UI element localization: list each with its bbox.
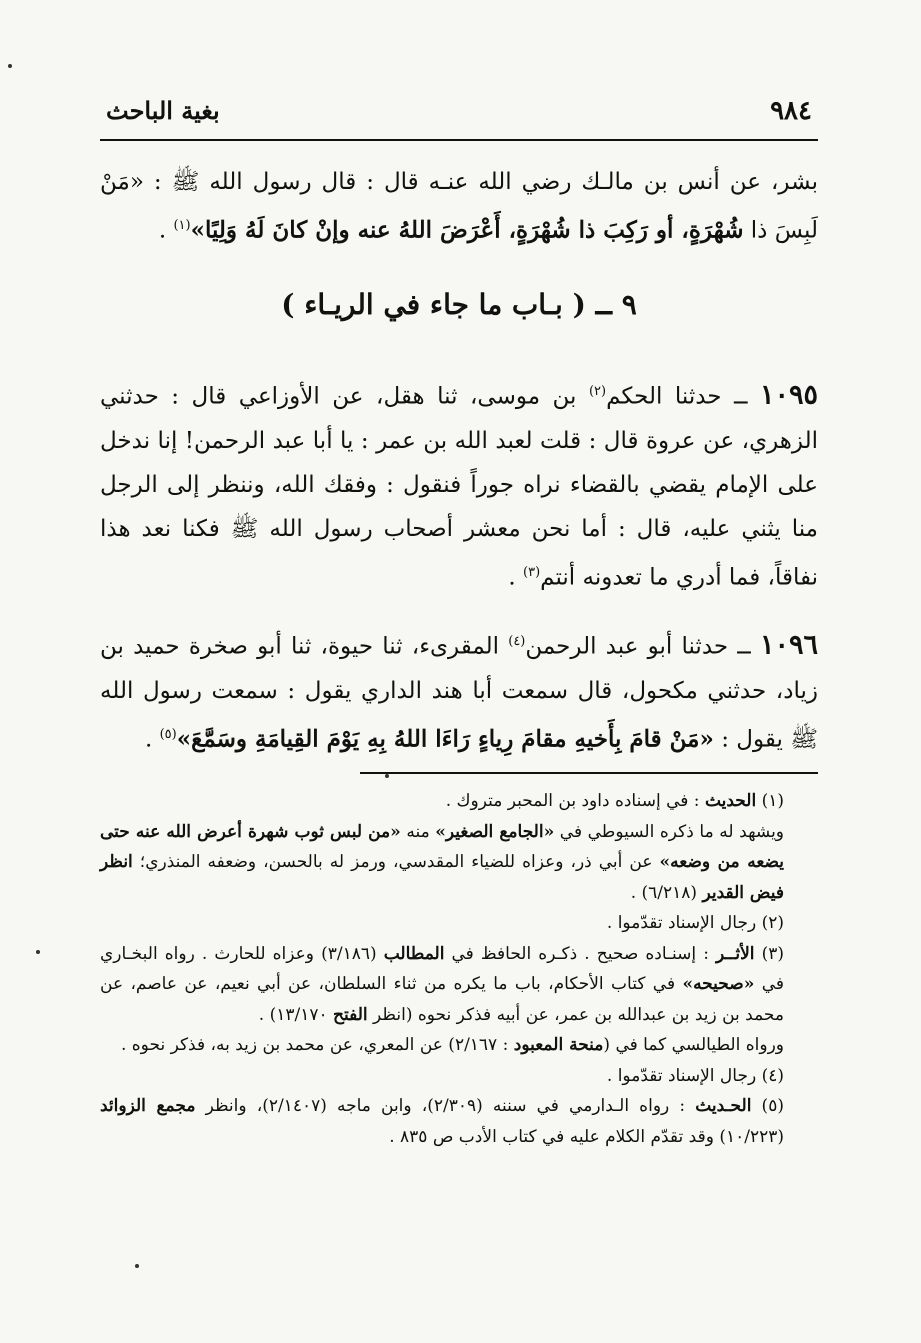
footnote-ref[interactable]: (٤) [508, 634, 526, 649]
footnote-label: الحـديث [695, 1096, 752, 1116]
book-title: مجمع الزوائد [100, 1096, 196, 1116]
speck-mark [36, 950, 40, 954]
footnote-3-continuation [100, 1030, 818, 1061]
paragraph-end: . [158, 217, 174, 244]
hadith-number: ١٠٩٦ [759, 629, 818, 661]
footnote-marker: (٣) [754, 943, 785, 964]
book-title: الفتح [333, 1004, 368, 1025]
continuation-paragraph [100, 160, 818, 253]
quoted-hadith: «من لبس ثوب شهرة أعرض الله عنه حتى يضعه من وضعه» [100, 821, 784, 872]
footnote-marker: (٥) [751, 1096, 784, 1116]
footnote-text: ويشهد له ما ذكره السيوطي في [554, 821, 785, 842]
running-title: بغية الباحث [106, 96, 220, 125]
footnote-text: : رواه الـدارمي في سننه (٢/٣٠٩)، وابن ماجه (٢/١٤٠٧)، وانظر [195, 1096, 696, 1116]
hadith-text: المقرىء، ثنا حيوة، ثنا أبو صخرة حميد بن زياد، حدثني مكحول، قال سمعت أبا هند الداري يقول : سمعت رسول الله ﷺ يقول : [100, 633, 818, 753]
chapter-heading: ٩ ــ ( بـاب ما جاء في الريـاء ) [281, 288, 637, 321]
footnote-text: (١٠/٢٢٣) وقد تقدّم الكلام عليه في كتاب الأدب ص ٨٣٥ . [389, 1126, 784, 1147]
footnote-1 [100, 786, 818, 817]
speck-mark [8, 64, 12, 68]
footnote-label: الحديث [704, 791, 757, 811]
footnote-2: (٢) رجال الإسناد تقدّموا . [606, 913, 784, 933]
footnote-separator [360, 772, 818, 774]
footnote-text: منه [400, 821, 436, 842]
prophetic-quote: شُهْرَةٍ، أو رَكِبَ ذا شُهْرَةٍ، أَعْرَضَ اللهُ عنه وإنْ كانَ لَهُ وَلِيًا» [190, 216, 744, 244]
footnotes-section [100, 786, 818, 1152]
footnote-ref[interactable]: (١) [173, 218, 191, 233]
hadith-text: ــ حدثنا أبو عبد الرحمن [525, 633, 760, 660]
speck-mark [385, 774, 389, 778]
footnote-text: : ٢/١٦٧) عن المعري، عن محمد بن زيد به، فذكر نحوه . [120, 1035, 514, 1055]
book-title: المطالب [383, 943, 445, 964]
footnote-5 [100, 1091, 818, 1152]
footnote-text: في كتاب الأحكام، باب ما يكره من ثناء السلطان، عن أبي نعيم، عن عاصم، عن محمد بن زيد بن عبدالله بن عمر، عن أبيه فذكر نحوه (انظر [100, 974, 784, 1025]
hadith-number: ١٠٩٥ [760, 379, 819, 411]
footnote-4: (٤) رجال الإسناد تقدّموا . [606, 1065, 784, 1086]
footnote-text: (٣/١٨٦) وعزاه للحارث . رواه البخـاري في [100, 943, 784, 994]
footnote-ref[interactable]: (٥) [159, 726, 177, 742]
hadith-text: بن موسى، ثنا هقل، عن الأوزاعي قال : حدثني الزهري، عن عروة قال : قلت لعبد الله بن عمر : يا أبا عبد الرحمن! إنا ندخل على الإمام يقضي بالقضاء نراه جوراً فنقول : وفقك الله، وننظر إلى الرجل منا يثني عليه، قال : أما نحن معشر أصحاب رسول الله ﷺ فكنا نعد هذا نفاقاً، فما أدري ما تعدونه أنتم [100, 383, 818, 591]
footnote-text: عن أبي ذر، وعزاه للضياء المقدسي، ورمز له بالحسن، وضعفه المنذري؛ [132, 852, 660, 872]
book-title: «الجامع الصغير» [435, 821, 555, 842]
page-header [100, 96, 818, 136]
book-title: منحة المعبود [513, 1035, 604, 1055]
hadith-text: ــ حدثنا الحكم [606, 383, 760, 410]
footnote-text: ١٣/١٧٠) . [258, 1004, 334, 1025]
page-number: ٩٨٤ [770, 96, 812, 126]
hadith-1095 [100, 370, 818, 599]
footnote-3 [100, 939, 818, 1031]
book-title: «صحيحه» [682, 974, 755, 994]
footnote-1-continuation [100, 817, 818, 909]
footnote-label: الأثــر [716, 943, 755, 964]
footnote-text: (٦/٢١٨) . [630, 882, 703, 903]
footnote-ref[interactable]: (٣) [523, 564, 541, 580]
paragraph-text: بشر، عن أنس بن مالـك رضي الله عنـه قال : قال رسول الله ﷺ : «مَنْ لَبِسَ ذا [100, 169, 818, 244]
footnote-ref[interactable]: (٢) [588, 384, 607, 399]
hadith-1096 [100, 620, 818, 761]
footnote-text: ورواه الطيالسي كما في ( [603, 1035, 784, 1055]
footnote-text: : إسنـاده صحيح . ذكـره الحافظ في [444, 943, 717, 964]
header-rule [100, 139, 818, 141]
prophetic-quote: «مَنْ قامَ بِأَخيهِ مقامَ رِياءٍ رَاءَا اللهُ بِهِ يَوْمَ القِيامَةِ وسَمَّعَ» [176, 725, 714, 753]
book-title: انظر فيض القدير [100, 852, 784, 903]
footnote-text: : في إسناده داود بن المحبر متروك . [445, 791, 705, 811]
paragraph-end: . [508, 564, 524, 591]
footnote-marker: (١) [756, 791, 784, 811]
speck-mark [135, 1264, 139, 1268]
paragraph-end: . [144, 726, 160, 753]
